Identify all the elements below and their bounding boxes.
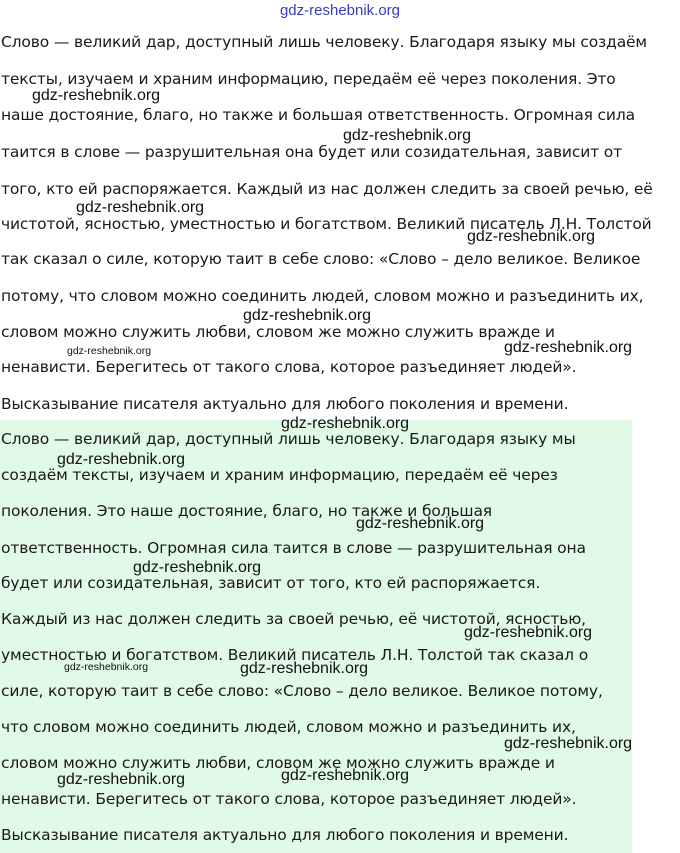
original-text-line: того, кто ей распоряжается. Каждый из нас должен следить за своей речью, её — [1, 180, 653, 198]
original-text-line: словом можно служить любви, словом же можно служить вражде и — [1, 323, 555, 341]
watermark: gdz-reshebnik.org — [243, 307, 372, 324]
original-text-line: тексты, изучаем и храним информацию, передаём её через поколения. Это — [1, 70, 616, 88]
watermark: gdz-reshebnik.org — [240, 660, 369, 677]
original-text-line: наше достояние, благо, но также и большая ответственность. Огромная сила — [1, 106, 635, 124]
answer-text-line: ответственность. Огромная сила таится в слове — разрушительная она — [1, 539, 586, 557]
watermark: gdz-reshebnik.org — [343, 127, 472, 144]
header-watermark: gdz-reshebnik.org — [279, 2, 401, 19]
original-text-line: чистотой, ясностью, уместностью и богатством. Великий писатель Л.Н. Толстой — [1, 215, 652, 233]
answer-text-line: Каждый из нас должен следить за своей речью, её чистотой, ясностью, — [1, 610, 586, 628]
answer-text-line: будет или созидательная, зависит от того, кто ей распоряжается. — [1, 574, 541, 592]
answer-text-line: что словом можно соединить людей, словом можно и разъединить их, — [1, 718, 576, 736]
watermark: gdz-reshebnik.org — [57, 451, 186, 468]
original-text-line: Слово — великий дар, доступный лишь человеку. Благодаря языку мы создаём — [1, 33, 647, 51]
original-text-line: Высказывание писателя актуально для любого поколения и времени. — [1, 395, 569, 413]
watermark: gdz-reshebnik.org — [281, 767, 410, 784]
watermark: gdz-reshebnik.org — [467, 228, 596, 245]
watermark: gdz-reshebnik.org — [504, 735, 633, 752]
answer-text-line: силе, которую таит в себе слово: «Слово – дело великое. Великое потому, — [1, 682, 603, 700]
answer-text-line: Высказывание писателя актуально для любого поколения и времени. — [1, 826, 569, 844]
answer-text-line: ненависти. Берегитесь от такого слова, которое разъединяет людей». — [1, 790, 577, 808]
answer-text-line: Слово — великий дар, доступный лишь человеку. Благодаря языку мы — [1, 430, 576, 448]
answer-text-line: поколения. Это наше достояние, благо, но также и большая — [1, 502, 492, 520]
original-text-line: ненависти. Берегитесь от такого слова, которое разъединяет людей». — [1, 358, 577, 376]
watermark: gdz-reshebnik.org — [57, 771, 186, 788]
watermark: gdz-reshebnik.org — [32, 87, 161, 104]
original-text-line: так сказал о силе, которую таит в себе слово: «Слово – дело великое. Великое — [1, 250, 641, 268]
answer-text-line: словом можно служить любви, словом же можно служить вражде и — [1, 754, 555, 772]
watermark: gdz-reshebnik.org — [133, 559, 262, 576]
watermark: gdz-reshebnik.org — [504, 339, 633, 356]
watermark: gdz-reshebnik.org — [76, 199, 205, 216]
watermark: gdz-reshebnik.org — [67, 345, 152, 357]
watermark: gdz-reshebnik.org — [281, 415, 410, 432]
original-text-line: таится в слове — разрушительная она будет или созидательная, зависит от — [1, 143, 623, 161]
watermark: gdz-reshebnik.org — [464, 624, 593, 641]
answer-text-line: создаём тексты, изучаем и храним информацию, передаём её через — [1, 466, 558, 484]
watermark: gdz-reshebnik.org — [356, 515, 485, 532]
watermark: gdz-reshebnik.org — [64, 661, 149, 673]
answer-text-line: уместностью и богатством. Великий писатель Л.Н. Толстой так сказал о — [1, 646, 589, 664]
original-text-line: потому, что словом можно соединить людей, словом можно и разъединить их, — [1, 287, 644, 305]
